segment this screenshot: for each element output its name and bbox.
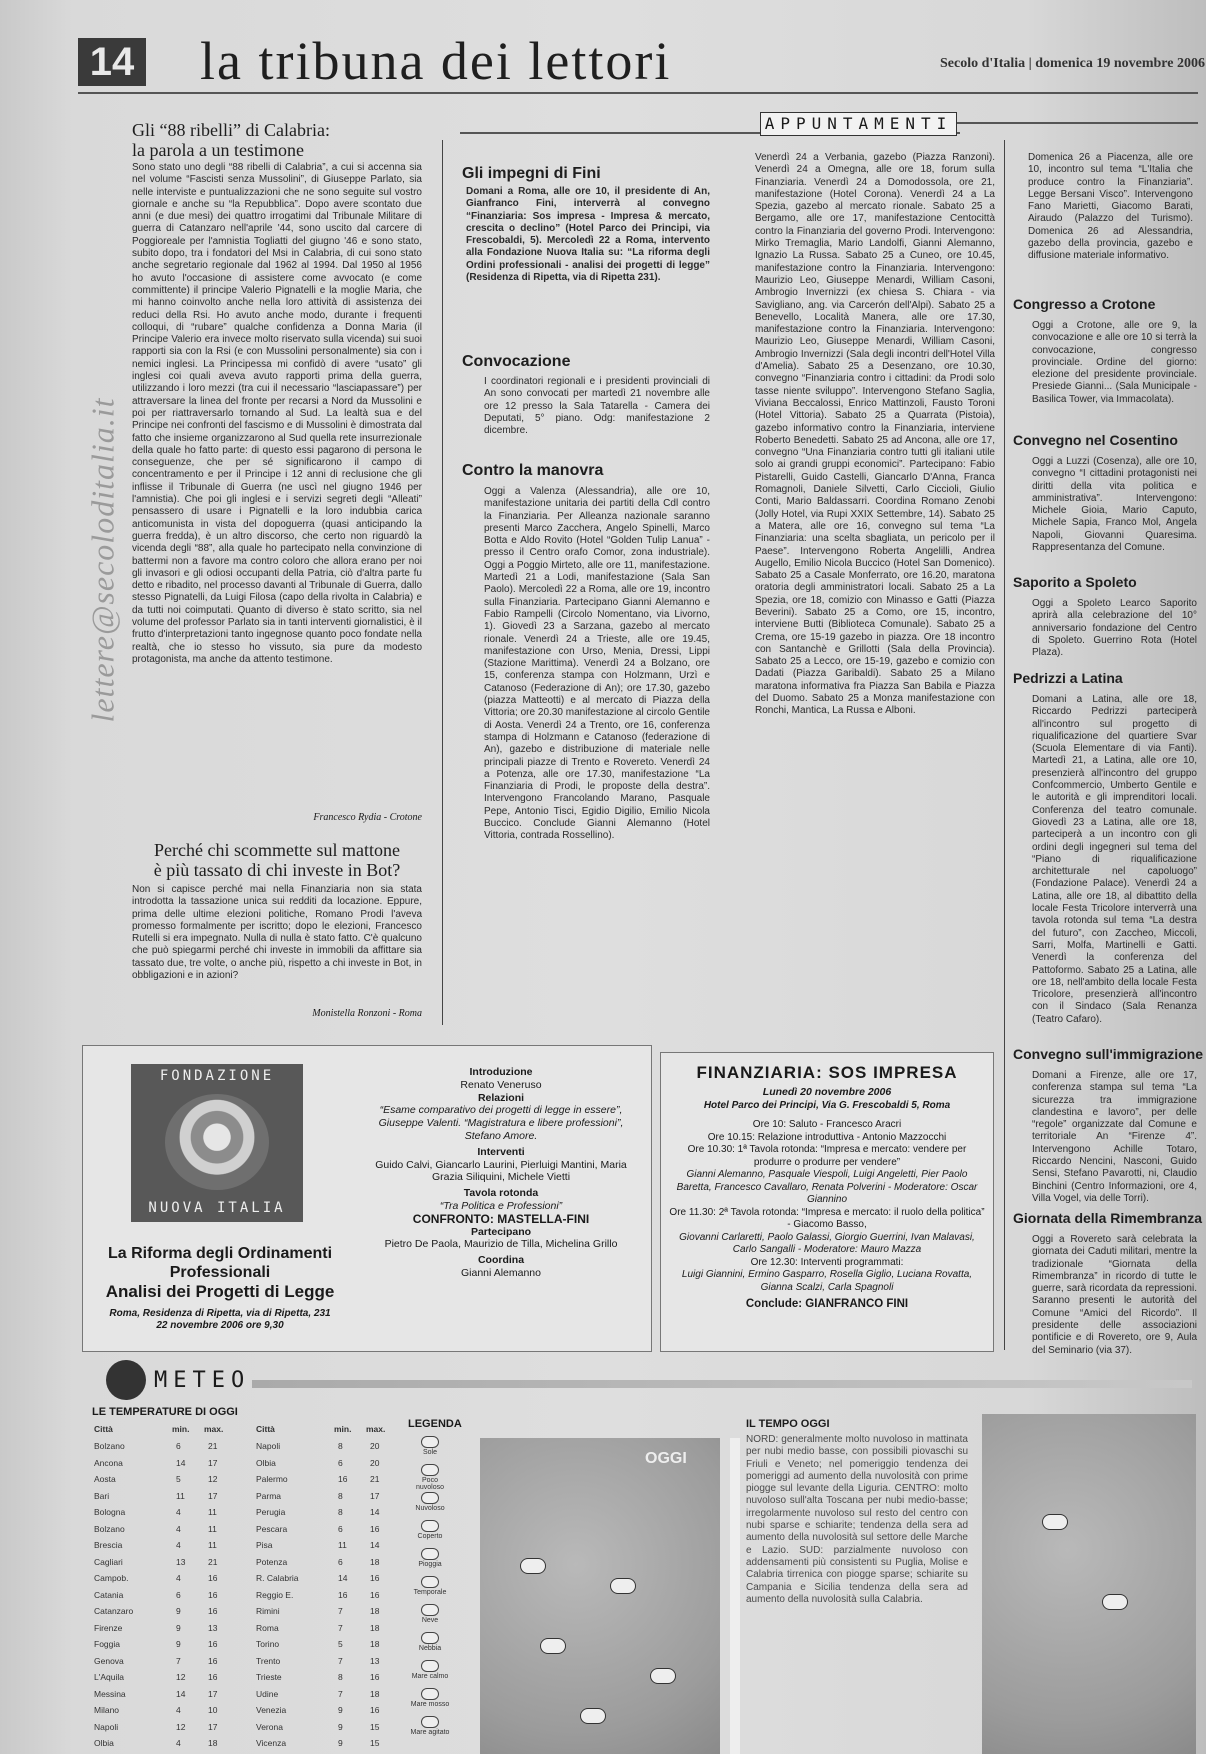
legend-item: [410, 1660, 450, 1680]
map-cloud-icon: [580, 1708, 606, 1724]
temp-city: Firenze: [94, 1622, 123, 1633]
masthead-separator-icon: |: [1028, 56, 1036, 71]
finanziaria-title: FINANZIARIA: SOS IMPRESA: [696, 1063, 958, 1082]
item-body-crotone: Oggi a Crotone, alle ore 9, la convocazione e alle ore 10 si terrà la convocazione, congresso provinciale. Ordine del giorno: elezione del presidente provinciale. Presiede Gianni... (Sala Municipale - Basilica Tower, via Immacolata).: [1032, 320, 1197, 405]
temp-city: Catanzaro: [94, 1606, 134, 1616]
temp-min: 6: [176, 1441, 181, 1451]
temp-city: Napoli: [94, 1721, 119, 1732]
letter1-signature: Francesco Rydia - Crotone: [313, 812, 422, 823]
riforma-intro-heading: Introduzione: [469, 1066, 533, 1078]
item-title-crotone: Congresso a Crotone: [1013, 296, 1156, 312]
temp-min: 4: [176, 1705, 181, 1715]
temp-row: [254, 1588, 404, 1605]
legend-label: Poco nuvoloso: [415, 1477, 445, 1491]
temp-row: [254, 1654, 404, 1671]
temp-city: Pisa: [256, 1540, 273, 1550]
temp-min: 13: [176, 1556, 186, 1567]
item-title-latina: Pedrizzi a Latina: [1013, 670, 1123, 686]
temp-row: [92, 1588, 242, 1605]
column-divider: [442, 140, 443, 1025]
temp-max: 17: [208, 1457, 218, 1468]
temp-row: [254, 1505, 404, 1522]
logo-bottom-text: NUOVA ITALIA: [148, 1200, 286, 1216]
logo-emblem-icon: [165, 1094, 269, 1190]
legend-item: [410, 1576, 450, 1596]
map-label: OGGI: [645, 1450, 687, 1467]
col-max-label: max.: [204, 1424, 224, 1434]
temp-row: [92, 1720, 242, 1737]
weather-map: [480, 1438, 720, 1754]
temp-city: Olbia: [94, 1738, 114, 1748]
manovra-body: Oggi a Valenza (Alessandria), alle ore 10, manifestazione unitaria dei partiti della Cdl contro la Finanziaria. Per Alleanza nazionale saranno presenti Marco Zacchera, Angelo Spinelli, Marco Botta e Aldo Rovito (Hotel “Golden Tulip Lanua” - presso il Centro orafo Comor, zona industriale). Oggi a Poggio Mirteto, alle ore 11, manifestazione. Martedì 21 a Lodi, manifestazione (Sala San Paolo). Mercoledì 22 a Roma, alle ore 19, incontro sulla Finanziaria. Partecipano Gianni Alemanno e Fabio Rampelli (Circolo Nomentano, via Livorno, 1). Giovedì 23 a Sarzana, gazebo al mercato rionale. Venerdì 24 a Trieste, alle ore 19.45, manifestazione con Urso, Menia, Dressi, Lippi (Stazione Marittima). Venerdì 24 a Bolzano, ore 15, conferenza stampa con Holzmann, Urzì e Catanoso (Federazione di An); ore 17.30, gazebo (piazza Matteotti) e al mercato di Piazza della Vittoria; ore 20.30 manifestazione al circolo Gentile di Aosta. Venerdì 24 a Trento, ore 16, conferenza stampa di Holzmann e Catanoso (federazione di An), gazebo e distribuzione di materiale nelle principali piazze di Trento e Rovereto. Venerdì 24 a Potenza, alle ore 17.30, manifestazione “La Finanziaria di Prodi, le proposte della destra”. Intervengono Francolando Marano, Pasquale Pepe, Antonio Tisci, Egidio Digilio, Emilio Nicola Buccico. Conclude Gianni Alemanno (Hotel Vittoria, contrada Rossellino).: [484, 486, 710, 842]
temp-min: 11: [338, 1540, 347, 1550]
program-line-4: Gianni Alemanno, Pasquale Viespoli, Luigi Angeletti, Pier Paolo Baretta, Francesco Cavallaro, Renata Polverini - Moderatore: Oscar Giannino: [676, 1169, 978, 1205]
impegni-title: Gli impegni di Fini: [462, 165, 601, 182]
item-body-latina: Domani a Latina, alle ore 18, Riccardo Pedrizzi parteciperà all'incontro sul progetto di riqualificazione del quartiere Svar (Scuola Elementare di via Fanti). Martedì 21, a Latina, alle ore 10, presenzierà all'incontro del gruppo Confcommercio, Umberto Gentile e le autorità e gli imprenditori locali. Conferenza del teatro comunale. Giovedì 23 a Latina, alle ore 18, parteciperà a un incontro con gli ordini degli ingegneri sul tema del “Piano di riqualificazione architetturale nel capoluogo” (Fondazione Palace). Venerdì 24 a Latina, alle ore 18, al dibattito della locale Festa Tricolore interverrà una tavola rotonda sul tema “La destra del futuro”, con Zaccheo, Miccoli, Sarri, Molfa, Martinelli e Gatti. Venerdì la conferenza del Pattoformo. Sabato 25 a Latina, alle ore 18, nell'ambito della locale Festa Tricolore, presenzierà all'incontro con il Sindaco (Sala Renanza (Teatro Cafaro).: [1032, 694, 1197, 1025]
temp-city: Trento: [256, 1655, 281, 1666]
temp-row: [92, 1604, 242, 1621]
legend-item: [410, 1464, 450, 1491]
issue-date: domenica 19 novembre 2006: [1035, 56, 1205, 71]
riforma-date: 22 novembre 2006 ore 9,30: [156, 1320, 284, 1331]
legend-item: [410, 1716, 450, 1736]
letter2-body: Non si capisce perché mai nella Finanziaria non sia stata introdotta la tassazione unica sui redditi da locazione. Eppure, prima delle ultime elezioni politiche, Romano Prodi l'aveva promesso formalmente per iscritto; dopo le elezioni, Francesco Rutelli si era impegnato. Nulla di nulla è stato fatto. C'è qualcuno che può spiegarmi perché chi investe in immobili da affittare sia tassato due, tre volte, o anche più, rispetto a chi investe in Bot, in obbligazioni e in azioni?: [132, 884, 422, 982]
temp-min: 16: [338, 1474, 348, 1484]
convocazione-body: I coordinatori regionali e i presidenti provinciali di An sono convocati per martedì 21 novembre alle ore 12 presso la Sala Tatarella - Camera dei Deputati, 5° piano. Odg: manifestazione 2 dicembre.: [484, 376, 710, 437]
legend-label: Nuvoloso: [415, 1505, 445, 1512]
temp-min: 4: [176, 1523, 181, 1534]
legend-weather-icon: [421, 1604, 439, 1616]
temps-table-right: [254, 1422, 404, 1754]
temp-city: Genova: [94, 1655, 124, 1666]
appuntamenti-col3-intro: Domenica 26 a Piacenza, alle ore 10, incontro sul tema “L'Italia che produce contro la Finanziaria”. Legge Bersani Visco”. Intervengono Fano Marietti, Giacomo Barati, Airaudo (Palazzo del Turismo). Domenica 26 ad Alessandria, gazebo della provincia, gazebo e diffusione materiale informativo.: [1028, 152, 1193, 262]
temp-max: 16: [208, 1589, 218, 1600]
temp-max: 21: [208, 1441, 218, 1451]
legend-item: [410, 1548, 450, 1568]
item-title-immigrazione: Convegno sull'immigrazione: [1013, 1046, 1204, 1062]
legend-weather-icon: [421, 1492, 439, 1504]
temp-max: 16: [208, 1672, 218, 1682]
temp-city: Venezia: [256, 1705, 287, 1715]
temp-city: Ancona: [94, 1457, 123, 1468]
appuntamenti-banner: APPUNTAMENTI: [760, 112, 957, 136]
legend-list: [410, 1436, 454, 1754]
legend-item: [410, 1604, 450, 1624]
temp-row: [254, 1538, 404, 1555]
legend-label: Mare agitato: [410, 1729, 450, 1736]
riforma-title-line2: Professionali: [169, 1264, 271, 1281]
map-gap: [730, 1438, 740, 1754]
temp-min: 8: [338, 1672, 343, 1682]
temp-min: 4: [176, 1738, 181, 1748]
temp-max: 17: [208, 1721, 218, 1732]
temp-city: Pescara: [256, 1523, 288, 1534]
program-line-2: Ore 10.15: Relazione introduttiva - Antonio Mazzocchi: [707, 1131, 947, 1143]
temp-city: Torino: [256, 1639, 280, 1649]
temp-min: 9: [338, 1721, 343, 1732]
legend-label: Coperto: [417, 1533, 443, 1540]
program-line-8: Luigi Giannini, Ermino Gasparro, Rosella Giglio, Luciana Rovatta, Gianna Scalzi, Carla Spagnoli: [681, 1269, 973, 1293]
temp-min: 8: [338, 1490, 343, 1501]
convocazione-title: Convocazione: [462, 353, 571, 370]
riforma-program: [361, 1066, 641, 1280]
temp-min: 6: [338, 1457, 343, 1468]
meteo-section: [82, 1358, 1198, 1754]
program-line-6: Giovanni Carlaretti, Paolo Galassi, Giorgio Guerrini, Ivan Malavasi, Carlo Sangalli - Moderatore: Mauro Mazza: [679, 1231, 975, 1255]
riforma-tavola-heading: Tavola rotonda: [463, 1187, 539, 1200]
temp-city: Bologna: [94, 1507, 126, 1517]
temp-city: Messina: [94, 1688, 126, 1699]
forecast-title: IL TEMPO OGGI: [746, 1418, 830, 1430]
temp-row: [92, 1505, 242, 1522]
legend-weather-icon: [421, 1688, 439, 1700]
temp-min: 5: [338, 1639, 343, 1649]
temp-max: 18: [208, 1738, 218, 1748]
letter1-body: Sono stato uno degli “88 ribelli di Calabria”, a cui si accenna sia nel volume “Fascisti senza Mussolini”, di Giuseppe Parlato, sia nelle interviste e puntualizzazioni che ne sono seguite sul vostro giornale e anche su “la Repubblica”. Dopo avere scontato due anni (e due mesi) dei quattro irrogatimi dal Tribunale Militare di guerra di Catanzaro nell'aprile '44, sono uscito dal carcere di Poggioreale per l'amnistia Togliatti del giugno '46 e sono stato, subito dopo, tra i fondatori del Msi in Calabria, di cui sono stato anche segretario regionale dal 1962 al 1994. Dal 1950 al 1956 ho avuto l'occasione di assistere come avvocato (e come committente) il principe Valerio Pignatelli e la moglie Maria, che mi hanno coinvolto anche nella loro attività di assistenza dei reduci della Rsi. Ho avuto anche modo, durante i frequenti colloqui, di “rubare” qualche confidenza a Donna Maria (il Principe Valerio era invece molto riservato sulla vicenda) sui suoi rapporti sia con la Rsi (e con Mussolini personalmente) sia con i nemici inglesi. La Principessa mi confidò di avere “usato” gli inglesi coi quali aveva avuto rapporti prima della guerra, utilizzando i loro mezzi (tra cui il necessario “lasciapassare”) per attraversare la linea del fronte per recarsi a Nord da Mussolini e poi per riattraversarlo tornando al Sud. La lealtà sua e del Principe nei confronti del fascismo e di Mussolini è dimostrata dal fatto che insieme organizzarono al Sud quella rete insurrezionale della quale ho fatto parte: di questo essi pagarono di persona le conseguenze, che per sé significarono il campo di concentramento e per il Principe i 12 anni di reclusione che gli inflisse il Tribunale di Guerra (ne uscì nel giugno 1946 per l'amnistia). Che poi gli inglesi e i servizi segreti degli “Alleati” pensassero di usare i Pignatelli e la loro indubbia carica anticomunista in vista del dopoguerra (quasi anticipando la guerra fredda), è un altro discorso, che certo non riguardò la vicenda degli “88”, alla quale ho partecipato nella convinzione di battermi non a favore ma contro coloro che allora erano per noi gli invasori e gli odiosi occupanti della Patria, ciò d'altra parte fu detto e ribadito, nel processo davanti al Tribunale di Guerra, dallo stesso Pignatelli, da Luigi Filosa (capo della rivolta in Calabria) e da tutti noi coimputati. Quanto di diverso è stato scritto, sia nel volume del professor Parlato sia in tanti interventi giornalistici, è il frutto d'interpretazioni tanto ingegnose quanto poco fondate nella realtà, che io stesso ho vissuto, sia pure da modesto protagonista, ma anche da attento testimone.: [132, 162, 422, 665]
temp-min: 11: [176, 1490, 185, 1501]
meteo-sun-icon: [106, 1360, 146, 1400]
vertical-email-banner: [84, 110, 121, 1010]
temp-min: 7: [176, 1655, 181, 1666]
meteo-title: METEO: [154, 1368, 251, 1393]
temp-row: [254, 1439, 404, 1456]
temp-city: Brescia: [94, 1540, 123, 1550]
temp-max: 10: [208, 1705, 218, 1715]
temp-max: 18: [370, 1639, 380, 1649]
riforma-title-line1: La Riforma degli Ordinamenti: [107, 1245, 333, 1262]
temp-max: 16: [208, 1573, 218, 1583]
riforma-coordina-text: Gianni Alemanno: [461, 1266, 541, 1279]
temp-city: Foggia: [94, 1639, 120, 1649]
legend-weather-icon: [421, 1548, 439, 1560]
legend-label: Temporale: [413, 1589, 447, 1596]
temp-min: 7: [338, 1606, 343, 1616]
temp-row: [92, 1637, 242, 1654]
temp-min: 12: [176, 1672, 186, 1682]
legend-weather-icon: [421, 1716, 439, 1728]
riforma-venue: [89, 1308, 351, 1332]
logo-top-text: FONDAZIONE: [159, 1068, 275, 1084]
temp-city: Verona: [256, 1721, 283, 1732]
temp-min: 4: [176, 1573, 181, 1583]
temp-row: [92, 1472, 242, 1489]
temp-row: [254, 1604, 404, 1621]
temp-row: [92, 1439, 242, 1456]
temp-city: Vicenza: [256, 1738, 287, 1748]
temp-city: Olbia: [256, 1457, 276, 1468]
temp-max: 15: [370, 1721, 380, 1732]
temp-max: 17: [208, 1688, 218, 1699]
program-conclude: Conclude: GIANFRANCO FINI: [745, 1298, 909, 1310]
temp-row: [254, 1670, 404, 1687]
temp-city: Palermo: [256, 1474, 288, 1484]
temp-max: 13: [370, 1655, 380, 1666]
temp-max: 11: [208, 1540, 217, 1550]
impegni-body: Domani a Roma, alle ore 10, il presidente di An, Gianfranco Fini, interverrà al convegno “Finanziaria: Sos impresa - Impresa & mercato, crescita o declino” (Hotel Parco dei Principi, via Frescobaldi, 5). Mercoledì 22 a Roma, intervento alla Fondazione Nuova Italia su: “La riforma degli Ordini professionali - analisi dei progetti di legge” (Residenza di Ripetta, via di Ripetta 231).: [466, 186, 710, 284]
col-city-label: Città: [94, 1424, 113, 1434]
temp-min: 5: [176, 1474, 181, 1484]
temp-max: 18: [370, 1622, 380, 1633]
col-min-label-right: min.: [334, 1424, 352, 1434]
weather-map-tomorrow: [982, 1414, 1196, 1754]
item-title-rimembranza: Giornata della Rimembranza: [1013, 1210, 1203, 1226]
finanziaria-venue: Hotel Parco dei Principi, Via G. Frescobaldi 5, Roma: [703, 1100, 951, 1111]
program-line-1: Ore 10: Saluto - Francesco Aracri: [752, 1119, 902, 1130]
temps-header-left: [92, 1422, 242, 1439]
temp-max: 16: [370, 1573, 380, 1583]
legend-item: [410, 1436, 450, 1456]
temp-max: 16: [208, 1655, 218, 1666]
ad-finanziaria: [660, 1052, 994, 1352]
riforma-coordina-heading: Coordina: [477, 1254, 525, 1267]
masthead-rule: [78, 92, 1198, 94]
riforma-interventi-heading: Interventi: [477, 1145, 525, 1158]
temp-min: 7: [338, 1655, 343, 1666]
appuntamenti-rule-right: [955, 122, 1198, 124]
letter2-title-line1: Perché chi scommette sul mattone: [154, 840, 400, 860]
temp-city: Potenza: [256, 1556, 288, 1567]
legend-weather-icon: [421, 1660, 439, 1672]
temps-table-left: [92, 1422, 242, 1754]
temp-min: 9: [338, 1738, 343, 1748]
temp-max: 13: [208, 1622, 218, 1633]
temp-min: 6: [338, 1556, 343, 1567]
letter1-title-line1: Gli “88 ribelli” di Calabria:: [132, 120, 330, 140]
legend-weather-icon: [421, 1632, 439, 1644]
riforma-title-line3: Analisi dei Progetti di Legge: [105, 1282, 335, 1301]
legend-label: Sole: [422, 1449, 437, 1456]
riforma-venue-line: Roma, Residenza di Ripetta, via di Ripetta, 231: [109, 1308, 331, 1319]
column-divider-right: [1004, 140, 1005, 1350]
legend-label: Mare calmo: [411, 1673, 449, 1680]
finanziaria-program: [669, 1119, 985, 1311]
ad-riforma: [82, 1045, 652, 1352]
temp-city: Cagliari: [94, 1556, 123, 1567]
meteo-rule: [252, 1380, 1192, 1388]
temps-title: LE TEMPERATURE DI OGGI: [92, 1406, 238, 1418]
legend-weather-icon: [421, 1520, 439, 1532]
temp-max: 18: [370, 1688, 380, 1699]
temp-city: R. Calabria: [256, 1573, 299, 1583]
legend-label: Neve: [421, 1617, 439, 1624]
temp-max: 21: [208, 1556, 218, 1567]
temp-min: 9: [176, 1622, 181, 1633]
temp-row: [254, 1703, 404, 1720]
temp-row: [254, 1621, 404, 1638]
legend-item: [410, 1492, 450, 1512]
temp-max: 17: [208, 1490, 218, 1501]
legend-weather-icon: [421, 1436, 439, 1448]
temp-row: [254, 1522, 404, 1539]
temp-min: 8: [338, 1507, 343, 1517]
temp-row: [92, 1489, 242, 1506]
temp-city: L'Aquila: [94, 1672, 124, 1682]
temp-max: 14: [370, 1540, 380, 1550]
temp-max: 16: [208, 1606, 218, 1616]
temp-min: 9: [176, 1606, 181, 1616]
manovra-title: Contro la manovra: [462, 462, 604, 479]
temp-row: [92, 1687, 242, 1704]
item-body-spoleto: Oggi a Spoleto Learco Saporito aprirà alla celebrazione del 10° anniversario fondazione del Centro di Spoleto. Guerrino Rota (Hotel Plaza).: [1032, 598, 1197, 659]
letter2-title-line2: è più tassato di chi investe in Bot?: [153, 860, 401, 880]
temp-city: Udine: [256, 1688, 279, 1699]
temp-max: 20: [370, 1441, 380, 1451]
program-line-3: Ore 10.30: 1ª Tavola rotonda: “Impresa e mercato: vendere per produrre o produrre per vendere”: [687, 1144, 967, 1168]
item-title-cosentino: Convegno nel Cosentino: [1013, 432, 1178, 448]
temp-row: [254, 1687, 404, 1704]
temp-row: [254, 1472, 404, 1489]
temp-max: 11: [208, 1507, 217, 1517]
map-cloud-icon: [610, 1578, 636, 1594]
temp-row: [254, 1736, 404, 1753]
item-body-immigrazione: Domani a Firenze, alle ore 17, conferenza stampa sul tema “La sicurezza tra immigrazione clandestina e lavoro”, per delle “regole” organizzate dal Comune e territoriale An “Firenze 4”. Intervengono Achille Totaro, Riccardo Nencini, Nasconi, Guido Sensi, Stefano Pavarotti, ni, Claudio Binchini (Centro Informazioni, ore 4, Villa Vogel, via delle Torri).: [1032, 1070, 1197, 1204]
appuntamenti-col2: Venerdì 24 a Verbania, gazebo (Piazza Ranzoni). Venerdì 24 a Omegna, alle ore 18, forum sulla Finanziaria. Venerdì 24 a Domodossola, ore 21, manifestazione (Hotel Corona). Venerdì 24 a La Spezia, gazebo al mercato rionale. Sabato 25 a Bergamo, alle ore 17, manifestazione Centocittà contro la Finanziaria del governo Prodi. Intervengono: Mirko Tremaglia, Mario Landolfi, Gianni Alemanno, Ignazio La Russa. Sabato 25 a Cuneo, ore 10.45, manifestazione contro la Finanziaria. Intervengono: Maurizio Leo, Giuseppe Menardi, William Casoni, Ambrogio Invernizzi (ex chiesa S. Chiara - via Savigliano, ang. via Carcerón dell'Alpi). Sabato 25 a Benevello, Località Manera, alle ore 17.30, manifestazione contro la Finanziaria. Intervengono: Maurizio Leo, Giuseppe Menardi, William Casoni, Ambrogio Invernizzi (Sala degli incontri dell'Hotel Villa d'Amelia). Sabato 25 a Desenzano, ore 10.30, convegno “Finanziaria contro i cittadini: da Prodi solo tasse niente sviluppo”. Intervengono Stefano Saglia, Viviana Beccalossi, Enrico Mattinzoli, Fausto Toroni (Hotel Vittoria). Sabato 25 a Quarrata (Pistoia), gazebo informativo contro la Finanziaria, interviene Roberto Benedetti. Sabato 25 ad Ancona, alle ore 17, convegno “Una Finanziaria contro tutti gli italiani utile solo ai grandi gruppi economici”. Partecipano: Fabio Pistarelli, Guido Castelli, Giancarlo D'Anna, Franca Romagnoli, Daniele Silvetti, Carlo Ciccioli, Giulio Conti, Mario Baldassarri. Coordina Romano Zenobi (Jolly Hotel, via Rupi XXIX Settembre, 14). Sabato 25 a Matera, alle ore 16, convegno sul tema “La Finanziaria: una scelta sbagliata, un pericolo per il Paese”. Intervengono Roberta Angelilli, Andrea Augello, Emilio Nicola Buccico (Hotel San Domenico). Sabato 25 a Casale Monferrato, ore 16.20, maratona oratoria degli amministratori locali. Sabato 25 a La Spezia, ore 18, comizio con Minasso e Gatti (Piazza Beverini). Sabato 25 a Como, ore 15, incontro, interviene Butti (Biblioteca Comunale). Sabato 25 a Crema, ore 15-19 gazebo in piazza. Ore 18 incontro con Santanchè e Grillotti (Sala della Provincia). Sabato 25 a Lecco, ore 15-19, gazebo e comizio con Dadati (Piazza Garibaldi). Sabato 25 a Milano maratona informativa fra Piazza San Babila e Piazza del Duomo. Sabato 25 a Monza manifestazione con Ronchi, Mantica, La Russa e Alboni.: [755, 152, 995, 717]
col-min-label: min.: [172, 1424, 190, 1434]
temp-row: [92, 1654, 242, 1671]
riforma-partecipano-heading: Partecipano: [470, 1225, 532, 1238]
temp-min: 8: [338, 1441, 343, 1451]
temp-row: [254, 1720, 404, 1737]
temp-min: 6: [176, 1589, 181, 1600]
map-cloud-icon: [1102, 1594, 1128, 1610]
riforma-intro-text: Renato Veneruso: [460, 1078, 542, 1091]
riforma-relazioni-text: “Esame comparativo dei progetti di legge in essere”, Giuseppe Valenti. “Magistratura e libere professioni”, Stefano Amore.: [378, 1104, 624, 1142]
riforma-confronto-heading: CONFRONTO: MASTELLA-FINI: [412, 1211, 590, 1226]
legend-label: Pioggia: [418, 1561, 442, 1568]
temp-city: Reggio E.: [256, 1589, 294, 1600]
temp-max: 14: [370, 1507, 380, 1517]
letter1-title: [132, 120, 432, 160]
temp-min: 14: [176, 1457, 186, 1468]
temp-city: Napoli: [256, 1441, 281, 1451]
temp-row: [92, 1670, 242, 1687]
temp-city: Bolzano: [94, 1523, 125, 1534]
temp-city: Trieste: [256, 1672, 282, 1682]
temp-max: 18: [370, 1556, 380, 1567]
forecast-text: NORD: generalmente molto nuvoloso in mattinata per nubi medio basse, con possibili piovaschi su Friuli e Veneto; nel pomeriggio tendenza dei pomeriggi ad aumento della nuvolosità con prime piogge sul levante della Liguria. CENTRO: molto nuvoloso sull'alta Toscana per nubi medio-basse; irregolarmente nuvoloso sul resto del centro con nubi sparse e schiarite; tendenza della sera ad aumento della nuvolosità sul settore delle Marche e Lazio. SUD: parzialmente nuvoloso con addensamenti più consistenti su Puglia, Molise e Calabria tirrenica con piogge sparse; schiarite su Campania e Sicilia tendenza della sera ad aumento della nuvolosità sulla Calabria.: [746, 1434, 968, 1605]
letter2-title: [132, 840, 422, 880]
temps-header-right: [254, 1422, 404, 1439]
map-cloud-icon: [520, 1558, 546, 1574]
col-max-label-right: max.: [366, 1424, 386, 1434]
item-body-rimembranza: Oggi a Rovereto sarà celebrata la giornata dei Caduti militari, mentre la tradizionale “Giornata della Rimembranza” in ricordo di tutte le guerre, sarà ricordata da repressioni. Saranno presenti le autorità del Comune “Amici del Ricordo”. Il presidente delle associazioni pontificie e di Rovereto, ore 9, Aula del Seminario (via 37).: [1032, 1234, 1197, 1356]
legend-title: LEGENDA: [408, 1418, 462, 1430]
temp-row: [92, 1538, 242, 1555]
temp-min: 14: [176, 1688, 186, 1699]
temp-min: 9: [338, 1705, 343, 1715]
letter2-signature: Monistella Ronzoni - Roma: [312, 1008, 422, 1019]
temp-max: 16: [208, 1639, 218, 1649]
riforma-relazioni-heading: Relazioni: [477, 1091, 525, 1104]
temp-row: [92, 1555, 242, 1572]
temp-city: Milano: [94, 1705, 120, 1715]
page-number: 14: [78, 38, 146, 86]
temp-max: 16: [370, 1672, 380, 1682]
temp-city: Campob.: [94, 1573, 129, 1583]
temp-max: 12: [208, 1474, 218, 1484]
finanziaria-date: Lunedì 20 novembre 2006: [762, 1086, 892, 1098]
riforma-title: [89, 1244, 351, 1301]
temp-max: 18: [370, 1606, 380, 1616]
temp-min: 16: [338, 1589, 348, 1600]
temp-max: 11: [208, 1523, 217, 1534]
temp-city: Bolzano: [94, 1441, 125, 1451]
legend-label: Mare mosso: [410, 1701, 450, 1708]
map-cloud-icon: [1042, 1514, 1068, 1530]
newspaper-name: Secolo d'Italia: [940, 56, 1026, 71]
temp-city: Perugia: [256, 1507, 286, 1517]
riforma-tavola-text: “Tra Politica e Professioni”: [439, 1199, 563, 1212]
temp-min: 9: [176, 1639, 181, 1649]
temp-row: [254, 1489, 404, 1506]
temp-min: 6: [338, 1523, 343, 1534]
temp-city: Aosta: [94, 1474, 116, 1484]
temp-max: 20: [370, 1457, 380, 1468]
temp-max: 21: [370, 1474, 380, 1484]
temp-row: [254, 1456, 404, 1473]
temp-max: 15: [370, 1738, 380, 1748]
temp-min: 4: [176, 1507, 181, 1517]
col-city-label-right: Città: [256, 1424, 275, 1434]
legend-item: [410, 1520, 450, 1540]
temp-row: [92, 1736, 242, 1753]
masthead-info: [940, 56, 1205, 72]
temp-min: 7: [338, 1688, 343, 1699]
temp-row: [92, 1703, 242, 1720]
temp-row: [254, 1637, 404, 1654]
temp-max: 16: [370, 1589, 380, 1600]
item-body-cosentino: Oggi a Luzzi (Cosenza), alle ore 10, convegno “I cittadini protagonisti nei diritti della vita politica e amministrativa”. Intervengono: Michele Gioia, Mario Caputo, Michele Sapia, Franco Mol, Angela Napoli, Giovanni Quaresima. Rappresentanza del Comune.: [1032, 456, 1197, 554]
letter1-title-line2: la parola a un testimone: [132, 140, 304, 160]
temp-city: Bari: [94, 1490, 110, 1501]
temp-row: [92, 1456, 242, 1473]
legend-weather-icon: [421, 1576, 439, 1588]
map-cloud-icon: [650, 1668, 676, 1684]
temp-min: 12: [176, 1721, 186, 1732]
temp-row: [254, 1571, 404, 1588]
temp-row: [254, 1555, 404, 1572]
temp-city: Catania: [94, 1589, 124, 1600]
temp-min: 7: [338, 1622, 343, 1633]
legend-weather-icon: [421, 1464, 439, 1476]
section-title: la tribuna dei lettori: [200, 31, 672, 91]
temp-max: 16: [370, 1705, 380, 1715]
riforma-partecipano-text: Pietro De Paola, Maurizio de Tilla, Michelina Grillo: [384, 1238, 618, 1251]
item-title-spoleto: Saporito a Spoleto: [1013, 574, 1137, 590]
program-line-5: Ore 11.30: 2ª Tavola rotonda: “Impresa e mercato: il ruolo della politica” - Giacomo Basso,: [669, 1206, 985, 1230]
vertical-email: lettere@secoloditalia.it: [84, 397, 121, 723]
fondazione-logo: [131, 1064, 303, 1222]
temp-city: Roma: [256, 1622, 279, 1633]
temp-row: [92, 1621, 242, 1638]
temp-min: 14: [338, 1573, 348, 1583]
legend-label: Nebbia: [418, 1645, 442, 1652]
temp-max: 16: [370, 1523, 380, 1534]
temp-row: [92, 1522, 242, 1539]
legend-item: [410, 1632, 450, 1652]
temp-row: [92, 1571, 242, 1588]
riforma-interventi-text: Guido Calvi, Giancarlo Laurini, Pierluigi Mantini, Maria Grazia Siliquini, Michele Vietti: [375, 1158, 627, 1184]
temp-city: Parma: [256, 1490, 282, 1501]
temp-min: 4: [176, 1540, 181, 1550]
legend-item: [410, 1688, 450, 1708]
map-cloud-icon: [540, 1638, 566, 1654]
temp-max: 17: [370, 1490, 380, 1501]
temp-city: Rimini: [256, 1606, 280, 1616]
program-line-7: Ore 12.30: Interventi programmati:: [750, 1256, 904, 1268]
